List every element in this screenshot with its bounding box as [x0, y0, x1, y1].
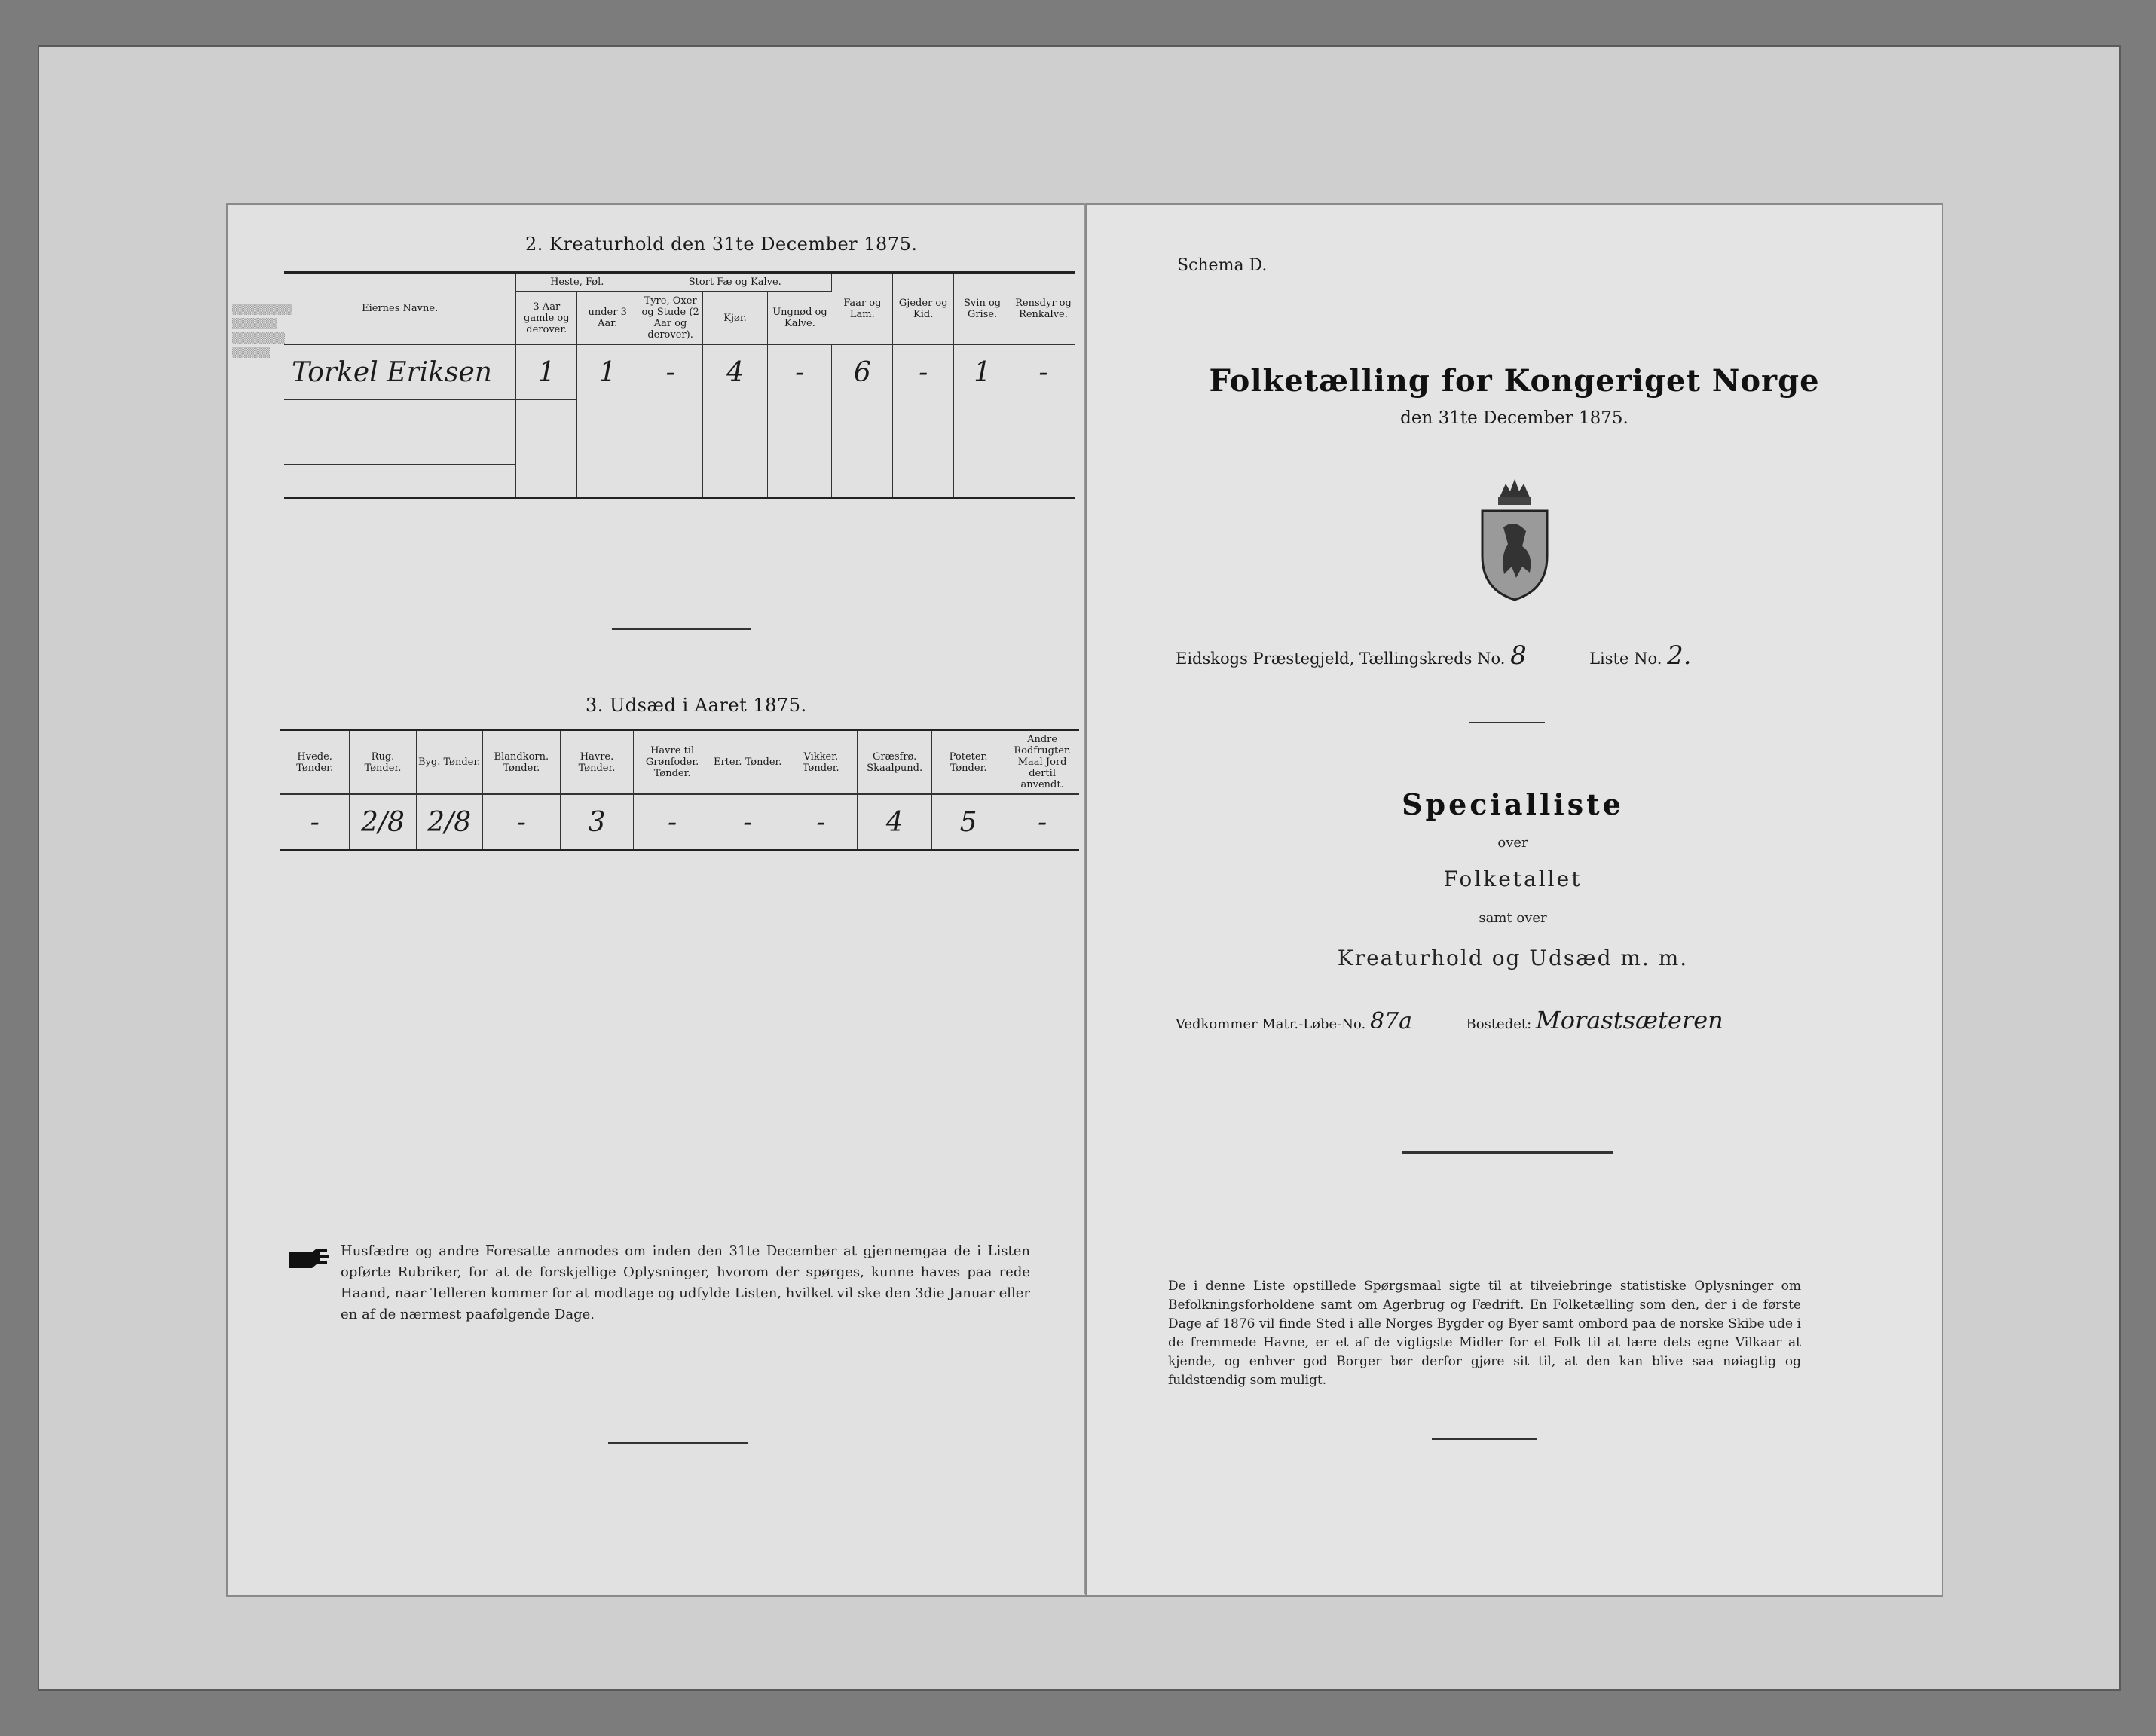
section2-title: 2. Kreaturhold den 31te December 1875.: [525, 234, 918, 255]
col-andre: Andre Rodfrugter. Maal Jord dertil anvendt.: [1005, 730, 1079, 795]
cell-havre-gron: -: [634, 794, 711, 851]
kreaturhold-heading: Kreaturhold og Udsæd m. m.: [1337, 946, 1689, 970]
col-blandkorn: Blandkorn. Tønder.: [482, 730, 560, 795]
col-heste-group: Heste, Føl.: [516, 273, 638, 292]
col-heste-old: 3 Aar gamle og derover.: [516, 292, 577, 344]
col-faar: Faar og Lam.: [832, 273, 893, 345]
over-text: over: [1497, 835, 1528, 851]
parish-line: [1176, 640, 1692, 671]
schema-label: Schema D.: [1177, 256, 1268, 275]
col-havre-gron: Havre til Grønfoder. Tønder.: [634, 730, 711, 795]
col-heste-young: under 3 Aar.: [577, 292, 638, 344]
cell-svin: 1: [954, 344, 1011, 400]
form-title: Folketælling for Kongeriget Norge: [1209, 363, 1820, 399]
col-tyre: Tyre, Oxer og Stude (2 Aar og derover).: [638, 292, 703, 344]
col-vikker: Vikker. Tønder.: [784, 730, 858, 795]
cell-ungnod: -: [767, 344, 831, 400]
col-poteter: Poteter. Tønder.: [931, 730, 1005, 795]
parish-label: Eidskogs Præstegjeld, Tællingskreds No.: [1176, 649, 1506, 668]
col-kjor: Kjør.: [703, 292, 768, 344]
pointing-hand-icon: [288, 1246, 333, 1269]
col-hvede: Hvede. Tønder.: [280, 730, 350, 795]
cell-rensdyr: -: [1038, 356, 1048, 388]
cell-heste-old: 1: [516, 344, 577, 400]
liste-number: 2.: [1667, 640, 1692, 671]
separator-line: [1432, 1438, 1537, 1440]
specialliste-heading: Specialliste: [1402, 787, 1624, 821]
matr-label: Vedkommer Matr.-Løbe-No.: [1176, 1016, 1366, 1032]
coat-of-arms-icon: [1473, 475, 1556, 603]
col-havre: Havre. Tønder.: [560, 730, 633, 795]
left-page: [226, 203, 1088, 1597]
cell-hvede: -: [280, 794, 350, 851]
cell-heste-young: 1: [577, 344, 638, 400]
livestock-table: [284, 271, 1075, 499]
form-date: den 31te December 1875.: [1400, 408, 1628, 428]
matr-number: 87a: [1369, 1008, 1413, 1035]
cell-kjor: 4: [703, 344, 768, 400]
col-graesfro: Græsfrø. Skaalpund.: [858, 730, 932, 795]
col-erter: Erter. Tønder.: [711, 730, 784, 795]
liste-label: Liste No.: [1589, 649, 1662, 668]
separator-line: [608, 1442, 748, 1444]
cell-blandkorn: -: [482, 794, 560, 851]
cell-erter: -: [711, 794, 784, 851]
cell-poteter: 5: [931, 794, 1005, 851]
table-row: [280, 794, 1079, 851]
cell-vikker: -: [784, 794, 858, 851]
col-storfe-group: Stort Fæ og Kalve.: [638, 273, 832, 292]
bosted-value: Morastsæteren: [1535, 1006, 1723, 1035]
col-rug: Rug. Tønder.: [350, 730, 416, 795]
col-byg: Byg. Tønder.: [416, 730, 482, 795]
cell-graesfro: 4: [858, 794, 932, 851]
cell-havre: 3: [560, 794, 633, 851]
samt-over-text: samt over: [1479, 910, 1547, 926]
col-svin: Svin og Grise.: [954, 273, 1011, 345]
col-ungnod: Ungnød og Kalve.: [767, 292, 831, 344]
cell-tyre: -: [638, 344, 703, 400]
matrikkel-line: [1176, 1006, 1723, 1035]
sowing-table: [280, 729, 1079, 851]
section3-title: 3. Udsæd i Aaret 1875.: [586, 695, 807, 716]
cell-byg: 2/8: [416, 794, 482, 851]
col-gjeder: Gjeder og Kid.: [893, 273, 954, 345]
folketallet-heading: Folketallet: [1443, 866, 1583, 891]
bosted-label: Bostedet:: [1466, 1016, 1532, 1032]
census-footer-text: De i denne Liste opstillede Spørgsmaal sigte til at tilveiebringe statistiske Oplysninger om Befolkningsforholdene samt om Agerbrug og Fædrift. En Folketælling som den, der i de første Dage af 1876 vil finde Sted i alle Norges Bygder og Byer samt ombord paa de norske Skibe ude i de fremmede Havne, er et af de vigtigste Midler for et Folk til at lære dets egne Vilkaar at kjende, og enhver god Borger bør derfor gjøre sit til, at den kan blive saa nøiagtig og fuldstændig som muligt.: [1168, 1279, 1801, 1388]
cell-faar: 6: [832, 344, 893, 400]
household-notice: Husfædre og andre Foresatte anmodes om inden den 31te December at gjennemgaa de i Listen opførte Rubriker, for at de forskjellige Oplysninger, hvorom der spørges, kunne haves paa rede Haand, naar Telleren kommer for at modtage og udfylde Listen, hvilket vil ske den 3die Januar eller en af de nærmest paafølgende Dage.: [341, 1243, 1030, 1322]
table-row: [284, 344, 1075, 400]
bleed-through-text: ▒▒▒▒▒▒▒▒ ▒▒▒▒▒▒ ▒▒▒▒▒▒▒ ▒▒▒▒▒: [232, 304, 292, 359]
cell-andre: -: [1005, 794, 1079, 851]
cell-gjeder: -: [893, 344, 954, 400]
col-owner: Eiernes Navne.: [284, 273, 516, 345]
kreds-number: 8: [1510, 640, 1527, 671]
col-rensdyr: Rensdyr og Renkalve.: [1011, 273, 1075, 345]
separator-line: [612, 628, 751, 630]
cell-rug: 2/8: [350, 794, 416, 851]
owner-name: Torkel Eriksen: [284, 344, 516, 400]
separator-line: [1469, 722, 1545, 723]
separator-line: [1402, 1151, 1613, 1154]
